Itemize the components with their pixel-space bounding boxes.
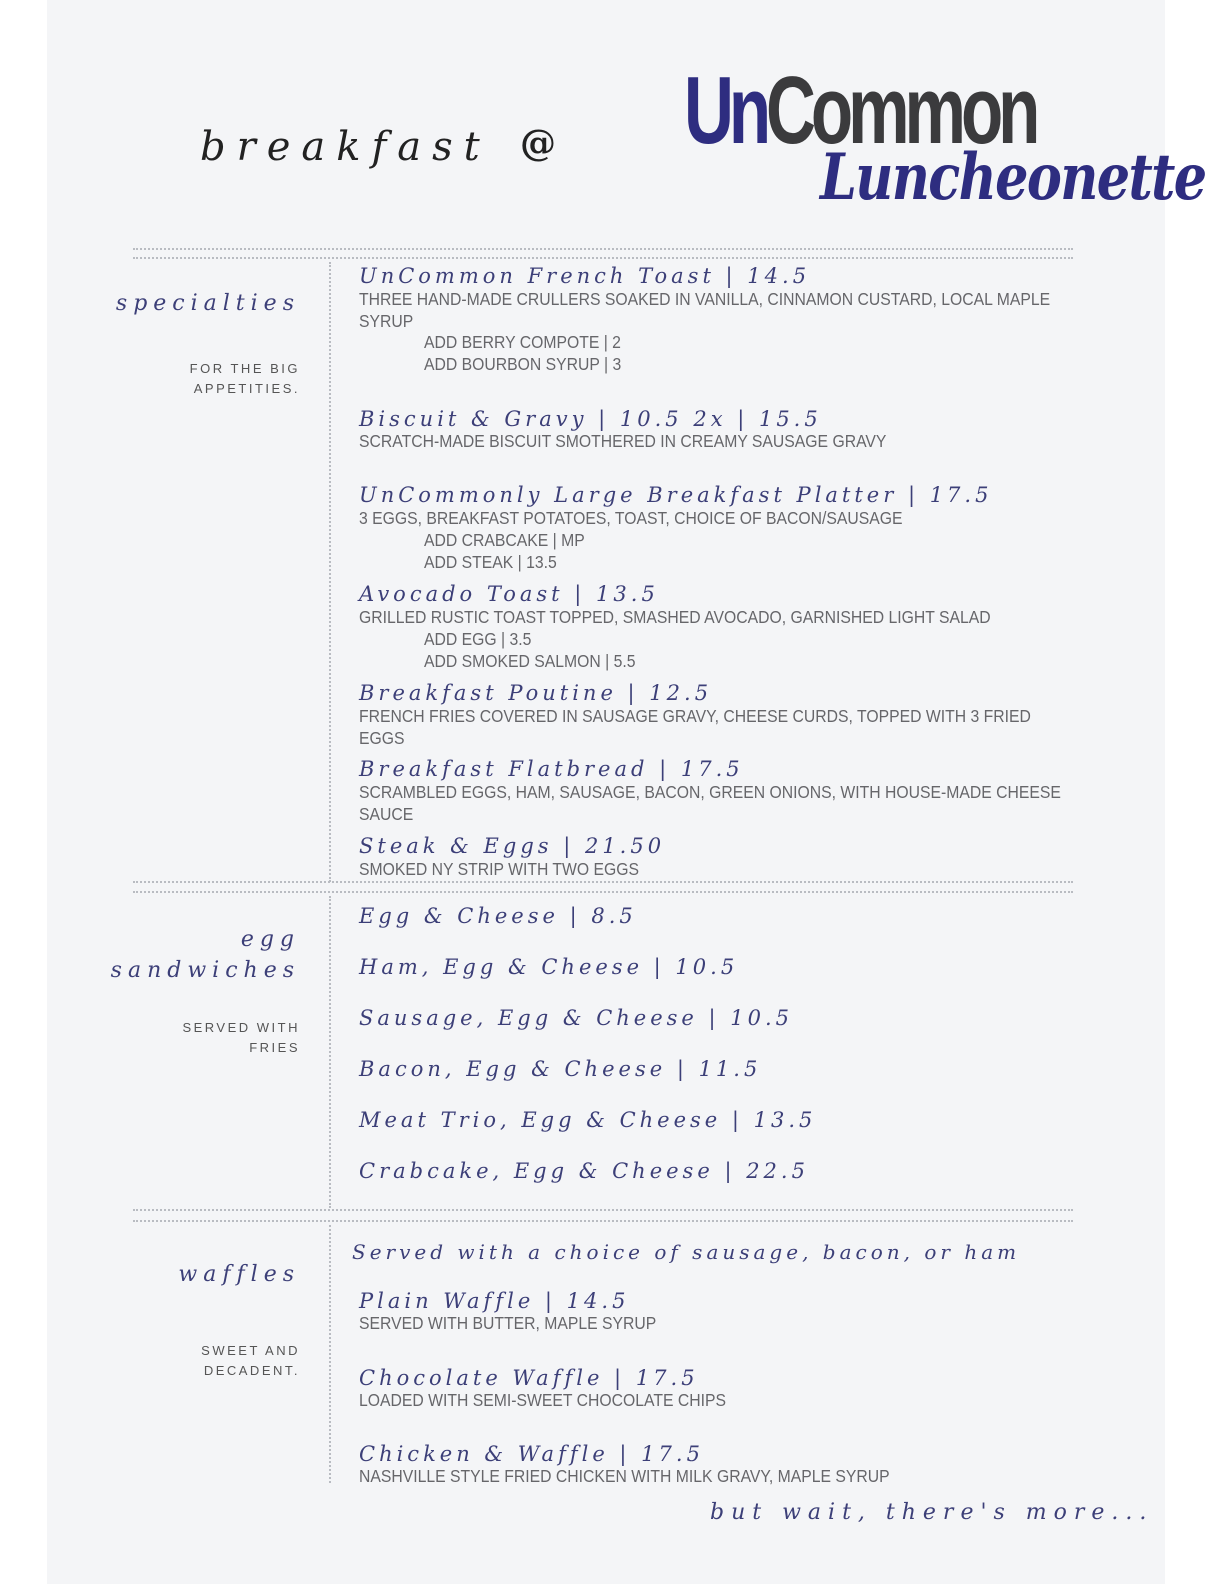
- menu-item-description: SERVED WITH BUTTER, MAPLE SYRUP: [359, 1313, 657, 1333]
- waffles-note: Served with a choice of sausage, bacon, or ham: [352, 1240, 1021, 1264]
- footer-more: but wait, there's more...: [710, 1500, 1154, 1525]
- menu-item-name: Meat Trio, Egg & Cheese | 13.5: [359, 1108, 817, 1132]
- menu-item-addon: ADD BERRY COMPOTE | 2: [424, 332, 621, 352]
- menu-item-name: UnCommon French Toast | 14.5: [359, 264, 811, 288]
- menu-item-name: Crabcake, Egg & Cheese | 22.5: [359, 1159, 809, 1183]
- menu-item-name: UnCommonly Large Breakfast Platter | 17.5: [359, 483, 993, 507]
- menu-item-description: SMOKED NY STRIP WITH TWO EGGS: [359, 859, 640, 879]
- logo-luncheonette: Luncheonette: [820, 140, 1206, 215]
- column-divider: [329, 1225, 331, 1483]
- section-subtitle-egg-sandwiches: SERVED WITH FRIES: [182, 1020, 300, 1055]
- divider: [133, 881, 1073, 883]
- menu-item-name: Bacon, Egg & Cheese | 11.5: [359, 1057, 762, 1081]
- menu-item-description: LOADED WITH SEMI-SWEET CHOCOLATE CHIPS: [359, 1390, 726, 1410]
- menu-item-addon: ADD EGG | 3.5: [424, 629, 532, 649]
- header-breakfast-title: breakfast: [200, 124, 491, 170]
- menu-item-name: Plain Waffle | 14.5: [359, 1289, 630, 1313]
- menu-item-description: SCRATCH-MADE BISCUIT SMOTHERED IN CREAMY SAUSAGE GRAVY: [359, 431, 887, 451]
- section-title-specialties: specialties: [115, 291, 300, 316]
- divider: [133, 1209, 1073, 1211]
- menu-item-description: THREE HAND-MADE CRULLERS SOAKED IN VANILLA, CINNAMON CUSTARD, LOCAL MAPLE SYRUP: [359, 289, 1051, 331]
- divider: [133, 891, 1073, 893]
- logo-common-text: Common: [766, 57, 1036, 164]
- menu-item-description: NASHVILLE STYLE FRIED CHICKEN WITH MILK GRAVY, MAPLE SYRUP: [359, 1466, 890, 1486]
- menu-item-name: Biscuit & Gravy | 10.5 2x | 15.5: [359, 407, 822, 431]
- menu-item-addon: ADD STEAK | 13.5: [424, 552, 557, 572]
- menu-item-name: Avocado Toast | 13.5: [359, 582, 659, 606]
- menu-item-name: Chocolate Waffle | 17.5: [359, 1366, 699, 1390]
- logo-un-text: Un: [684, 57, 767, 164]
- divider: [133, 248, 1073, 250]
- header-at-symbol: @: [520, 122, 556, 164]
- menu-item-name: Ham, Egg & Cheese | 10.5: [359, 955, 739, 979]
- menu-item-description: GRILLED RUSTIC TOAST TOPPED, SMASHED AVOCADO, GARNISHED LIGHT SALAD: [359, 607, 991, 627]
- section-title-waffles: waffles: [178, 1262, 300, 1287]
- divider: [133, 1220, 1073, 1222]
- menu-item-addon: ADD CRABCAKE | MP: [424, 530, 585, 550]
- menu-item-description: 3 EGGS, BREAKFAST POTATOES, TOAST, CHOICE OF BACON/SAUSAGE: [359, 508, 903, 528]
- menu-item-addon: ADD BOURBON SYRUP | 3: [424, 354, 622, 374]
- section-title-egg: egg: [240, 927, 300, 952]
- divider: [133, 257, 1073, 259]
- menu-item-addon: ADD SMOKED SALMON | 5.5: [424, 651, 636, 671]
- menu-item-name: Breakfast Poutine | 12.5: [359, 681, 713, 705]
- menu-item-name: Sausage, Egg & Cheese | 10.5: [359, 1006, 794, 1030]
- menu-item-name: Steak & Eggs | 21.50: [359, 834, 666, 858]
- column-divider: [329, 896, 331, 1208]
- menu-item-name: Egg & Cheese | 8.5: [359, 904, 637, 928]
- menu-item-description: SCRAMBLED EGGS, HAM, SAUSAGE, BACON, GREEN ONIONS, WITH HOUSE-MADE CHEESE SAUCE: [359, 782, 1061, 824]
- menu-item-name: Breakfast Flatbread | 17.5: [359, 757, 744, 781]
- section-subtitle-waffles: SWEET AND DECADENT.: [201, 1343, 300, 1378]
- menu-item-name: Chicken & Waffle | 17.5: [359, 1442, 704, 1466]
- menu-item-description: FRENCH FRIES COVERED IN SAUSAGE GRAVY, CHEESE CURDS, TOPPED WITH 3 FRIED EGGS: [359, 706, 1031, 748]
- column-divider: [329, 262, 331, 882]
- section-subtitle-specialties: FOR THE BIG APPETITIES.: [189, 361, 300, 396]
- section-title-sandwiches: sandwiches: [110, 958, 300, 983]
